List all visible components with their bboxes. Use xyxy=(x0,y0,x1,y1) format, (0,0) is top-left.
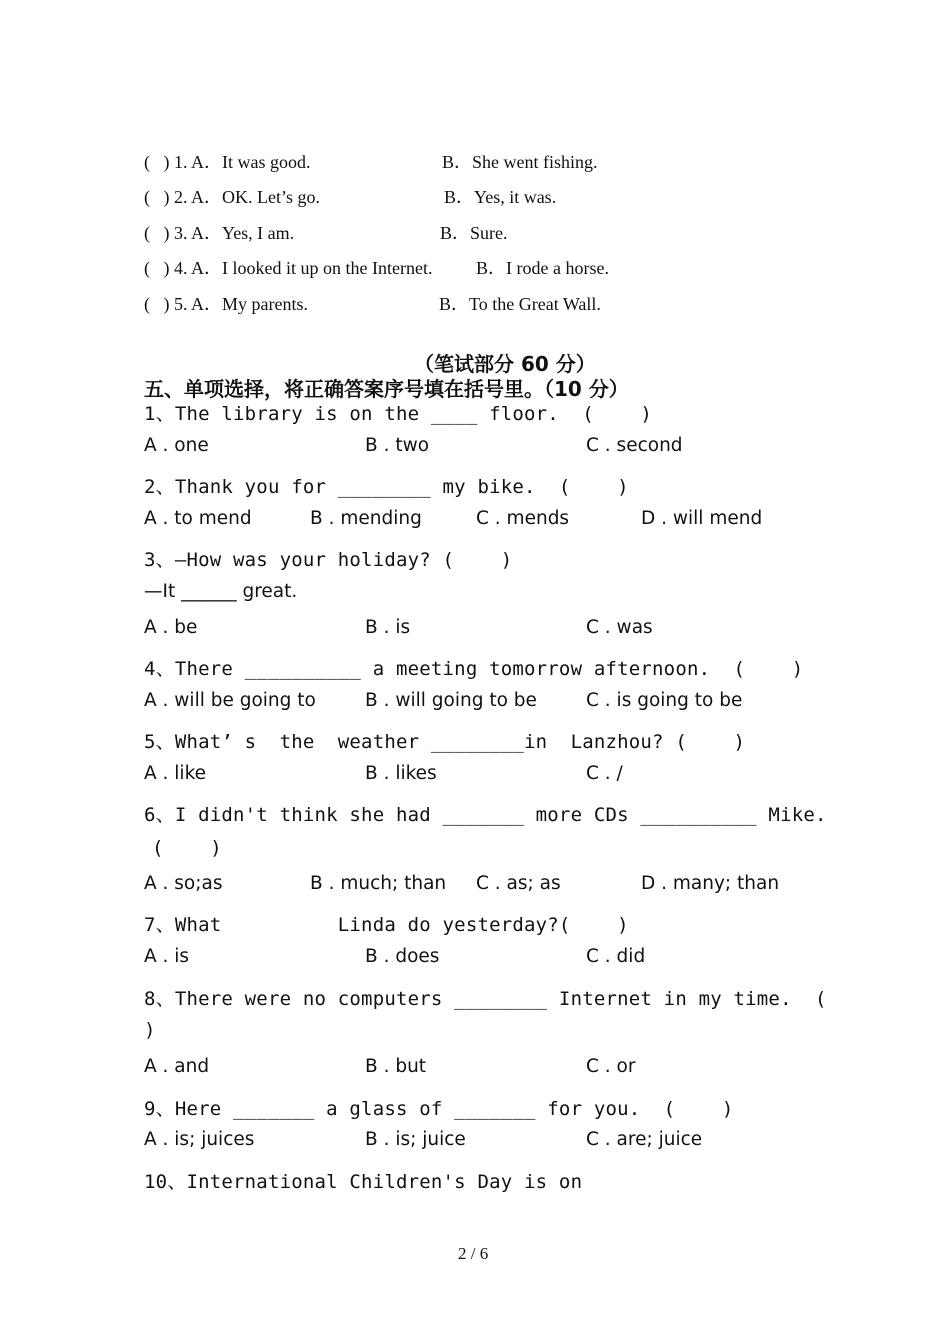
q6-option-a: A . so;as xyxy=(144,873,223,894)
listening-item-2-a: ( ) 2. A．OK. Let’s go. xyxy=(144,187,320,207)
q3-option-b: B . is xyxy=(365,617,411,638)
listening-item-3-a: ( ) 3. A．Yes, I am. xyxy=(144,223,295,243)
question-6: 6、I didn't think she had _______ more CDs __________ Mike. xyxy=(144,804,827,826)
q8-option-a: A . and xyxy=(144,1056,210,1077)
q5-option-c: C . / xyxy=(586,763,623,784)
q2-option-d: D . will mend xyxy=(641,508,763,529)
listening-item-4-b: B．I rode a horse. xyxy=(476,258,609,278)
listening-item-5-a: ( ) 5. A．My parents. xyxy=(144,294,308,314)
question-7: 7、What Linda do yesterday?( ) xyxy=(144,914,629,936)
listening-item-1-a: ( ) 1. A．It was good. xyxy=(144,152,311,172)
q5-option-b: B . likes xyxy=(365,763,437,784)
q1-option-c: C . second xyxy=(586,435,683,456)
q3-option-a: A . be xyxy=(144,617,198,638)
q9-option-b: B . is; juice xyxy=(365,1129,466,1150)
listening-item-5-b: B．To the Great Wall. xyxy=(439,294,601,314)
q5-option-a: A . like xyxy=(144,763,207,784)
q8-option-c: C . or xyxy=(586,1056,636,1077)
question-9: 9、Here _______ a glass of _______ for you. ( ) xyxy=(144,1098,734,1120)
question-5: 5、What’ s the weather ________in Lanzhou? ( ) xyxy=(144,731,746,753)
q4-option-a: A . will be going to xyxy=(144,690,316,711)
q7-option-a: A . is xyxy=(144,946,190,967)
question-8: 8、There were no computers ________ Internet in my time. ( xyxy=(144,988,827,1010)
q6-option-d: D . many; than xyxy=(641,873,780,894)
q9-option-a: A . is; juices xyxy=(144,1129,255,1150)
q6-option-b: B . much; than xyxy=(310,873,447,894)
q8-option-b: B . but xyxy=(365,1056,427,1077)
q1-option-b: B . two xyxy=(365,435,430,456)
q3-option-c: C . was xyxy=(586,617,653,638)
q4-option-c: C . is going to be xyxy=(586,690,743,711)
q2-option-c: C . mends xyxy=(476,508,570,529)
question-3: 3、—How was your holiday? ( ) xyxy=(144,549,513,571)
listening-item-1-b: B．She went fishing. xyxy=(442,152,598,172)
question-1: 1、The library is on the ____ floor. ( ) xyxy=(144,403,653,425)
q7-option-b: B . does xyxy=(365,946,440,967)
q6-option-c: C . as; as xyxy=(476,873,561,894)
listening-item-3-b: B．Sure. xyxy=(440,223,508,243)
question-3-answer-line: —It ______ great. xyxy=(144,581,298,602)
q2-option-a: A . to mend xyxy=(144,508,252,529)
question-6-bracket: ( ) xyxy=(152,837,222,859)
q1-option-a: A . one xyxy=(144,435,209,456)
listening-item-2-b: B．Yes, it was. xyxy=(444,187,557,207)
question-2: 2、Thank you for ________ my bike. ( ) xyxy=(144,476,629,498)
q9-option-c: C . are; juice xyxy=(586,1129,703,1150)
q7-option-c: C . did xyxy=(586,946,646,967)
page-number: 2 / 6 xyxy=(458,1244,489,1263)
question-4: 4、There __________ a meeting tomorrow afternoon. ( ) xyxy=(144,658,804,680)
written-part-title: （笔试部分 60 分） xyxy=(414,352,596,376)
section-five-title: 五、单项选择，将正确答案序号填在括号里。（10 分） xyxy=(144,377,629,401)
question-10: 10、International Children's Day is on xyxy=(144,1171,583,1193)
listening-item-4-a: ( ) 4. A．I looked it up on the Internet. xyxy=(144,258,433,278)
q2-option-b: B . mending xyxy=(310,508,422,529)
q4-option-b: B . will going to be xyxy=(365,690,537,711)
question-8-bracket: ) xyxy=(144,1019,156,1041)
